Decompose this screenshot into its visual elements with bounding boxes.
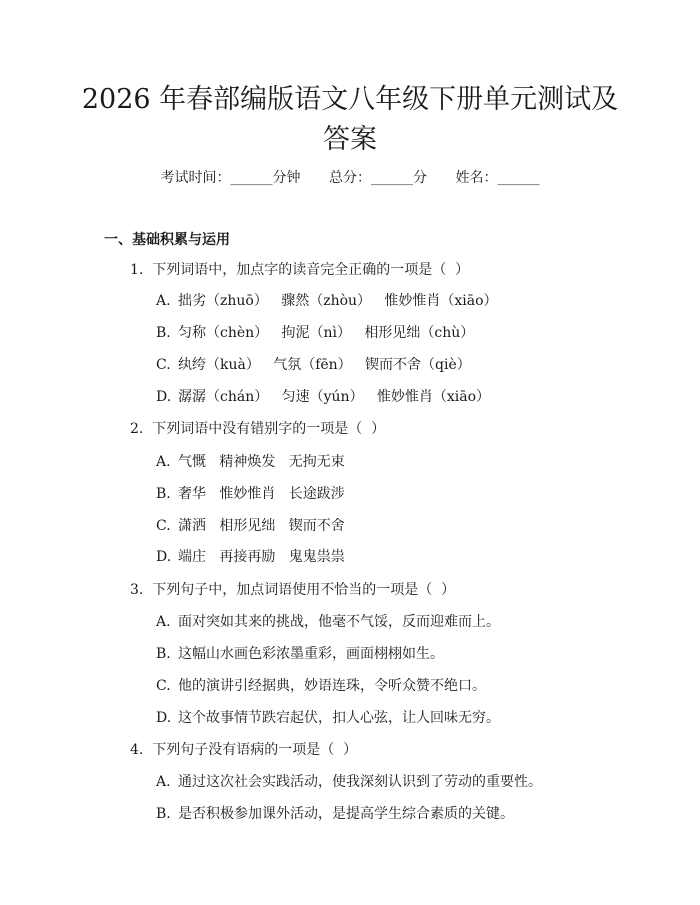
option-label: C.	[156, 357, 171, 373]
page-title	[0, 80, 700, 160]
question-3-option-d	[156, 708, 500, 728]
question-1-stem: 1. 下列词语中，加点字的读音完全正确的一项是（ ）	[130, 262, 470, 278]
question-2-option-b	[156, 484, 345, 504]
question-1-option-c	[156, 355, 471, 375]
option-label: A.	[156, 614, 171, 630]
option-label: B.	[156, 646, 171, 662]
option-label: D.	[156, 710, 172, 726]
question-4-stem: 4. 下列句子没有语病的一项是（ ）	[130, 742, 358, 758]
option-text: 奢华 惟妙惟肖 长途跋涉	[178, 486, 345, 502]
option-text: 纨绔（kuà） 气氛（fēn） 锲而不舍（qiè）	[178, 357, 471, 373]
section-title: 一、基础积累与运用	[104, 232, 230, 248]
question-1-option-a	[156, 291, 498, 311]
question-4-option-b	[156, 804, 514, 824]
option-text: 通过这次社会实践活动，使我深刻认识到了劳动的重要性。	[178, 774, 542, 790]
option-text: 他的演讲引经据典，妙语连珠，令听众赞不绝口。	[178, 678, 486, 694]
question-2-option-a	[156, 452, 345, 472]
option-text: 这个故事情节跌宕起伏，扣人心弦，让人回味无穷。	[178, 710, 500, 726]
option-label: C.	[156, 678, 171, 694]
option-label: A.	[156, 454, 171, 470]
question-3-option-a	[156, 612, 500, 632]
question-3-stem: 3. 下列句子中，加点词语使用不恰当的一项是（ ）	[130, 582, 456, 598]
option-text: 面对突如其来的挑战，他毫不气馁，反而迎难而上。	[178, 614, 500, 630]
question-2-option-c	[156, 516, 345, 536]
option-text: 端庄 再接再励 鬼鬼祟祟	[178, 549, 345, 565]
total-score: 总分：______分	[329, 170, 427, 186]
option-label: A.	[156, 293, 171, 309]
option-text: 潺潺（chán） 匀速（yún） 惟妙惟肖（xiāo）	[178, 389, 491, 405]
title-line-1: 2026 年春部编版语文八年级下册单元测试及	[81, 84, 619, 115]
option-text: 气慨 精神焕发 无拘无束	[178, 454, 345, 470]
option-text: 潇洒 相形见绌 锲而不舍	[178, 518, 345, 534]
option-text: 这幅山水画色彩浓墨重彩，画面栩栩如生。	[178, 646, 444, 662]
question-3-option-b	[156, 644, 444, 664]
question-1-option-d	[156, 387, 490, 407]
option-label: D.	[156, 549, 172, 565]
exam-meta	[0, 168, 700, 188]
option-label: B.	[156, 806, 171, 822]
question-2-stem: 2. 下列词语中没有错别字的一项是（ ）	[130, 421, 386, 437]
option-label: D.	[156, 389, 172, 405]
option-label: C.	[156, 518, 171, 534]
question-3-option-c	[156, 676, 486, 696]
option-text: 是否积极参加课外活动，是提高学生综合素质的关键。	[178, 806, 514, 822]
question-2-option-d	[156, 547, 345, 567]
exam-time: 考试时间：______分钟	[160, 170, 301, 186]
option-label: A.	[156, 774, 171, 790]
option-label: B.	[156, 486, 171, 502]
question-1-option-b	[156, 323, 474, 343]
option-text: 匀称（chèn） 拘泥（nì） 相形见绌（chù）	[178, 325, 475, 341]
option-text: 拙劣（zhuō） 骤然（zhòu） 惟妙惟肖（xiāo）	[178, 293, 498, 309]
student-name: 姓名：______	[455, 170, 540, 186]
option-label: B.	[156, 325, 171, 341]
question-4-option-a	[156, 772, 542, 792]
title-line-2: 答案	[323, 124, 377, 155]
